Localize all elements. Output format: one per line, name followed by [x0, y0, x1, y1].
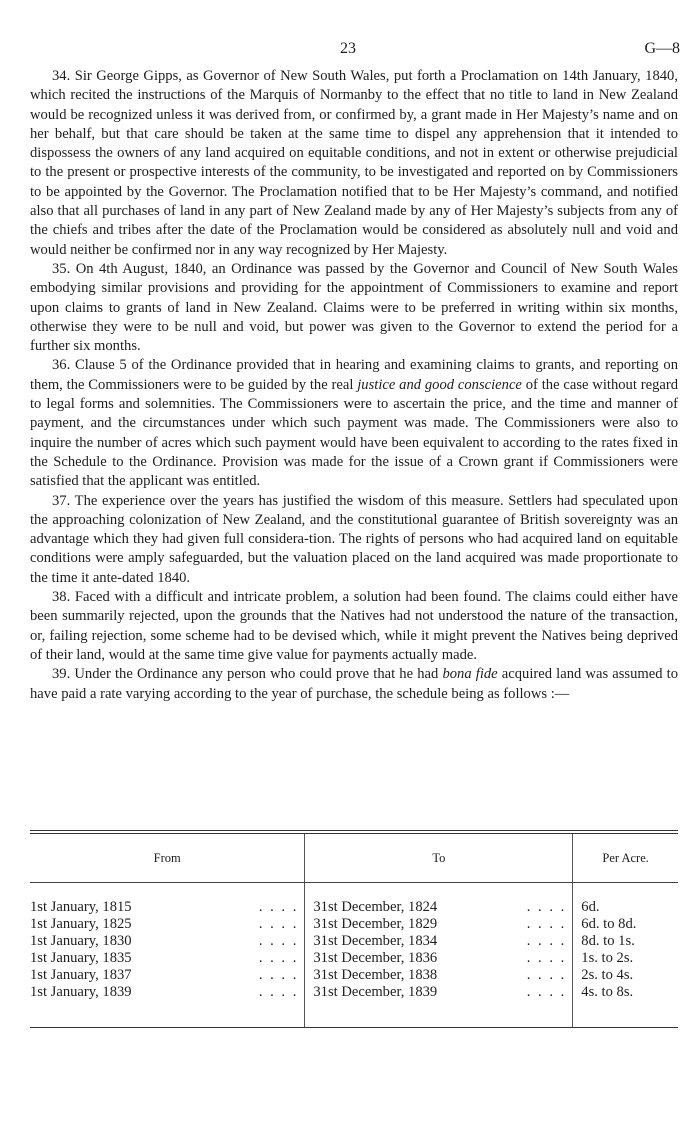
table-row: [30, 933, 678, 950]
leader-dots: . . . .: [258, 950, 299, 966]
table-row: [30, 950, 678, 967]
paragraph-39-text-b: acquired land was assumed to have paid a rate varying according to the year of purchase, the schedule being as follows :—: [30, 666, 678, 702]
to-date: 31st December, 1824: [313, 899, 438, 915]
paragraph-36-italic: justice and good conscience: [357, 376, 522, 393]
paragraph-39: [30, 665, 678, 704]
paragraph-38: 38. Faced with a difficult and intricate problem, a solution had been found. The claims could either have been summarily rejected, upon the grounds that the Natives had not understood the nature of the transaction, or, failing rejection, some scheme had to be devised which, while it might prevent the Natives being deprived of their land, would at the same time give value for payments actually made.: [30, 589, 678, 663]
leader-dots: . . . .: [258, 933, 299, 949]
table-row: [30, 916, 678, 933]
table-bottom-rule: [30, 1027, 678, 1028]
column-header-to: To: [305, 834, 573, 883]
to-date: 31st December, 1838: [313, 967, 438, 983]
to-date: 31st December, 1834: [313, 933, 438, 949]
leader-dots: . . . .: [526, 933, 567, 949]
table-row: [30, 899, 678, 916]
leader-dots: . . . .: [258, 916, 299, 932]
paragraph-36-text-a: 36. Clause 5 of the Ordinance provided that in hearing and examining claims to grants, and reporting on them, the Commissioners were to be guided by the real: [30, 357, 678, 393]
leader-dots: . . . .: [526, 967, 567, 983]
from-date: 1st January, 1830: [30, 933, 132, 949]
table-row: [30, 984, 678, 1001]
to-date: 31st December, 1829: [313, 916, 438, 932]
from-date: 1st January, 1837: [30, 967, 132, 983]
from-date: 1st January, 1815: [30, 899, 132, 915]
rate: 1s. to 2s.: [581, 950, 634, 966]
rate: 6d. to 8d.: [581, 916, 637, 932]
rate: 6d.: [581, 899, 600, 915]
leader-dots: . . . .: [258, 967, 299, 983]
paragraph-39-text-a: 39. Under the Ordinance any person who could prove that he had: [52, 666, 443, 683]
document-reference: G—8: [644, 40, 680, 57]
to-date: 31st December, 1836: [313, 950, 438, 966]
leader-dots: . . . .: [526, 950, 567, 966]
page-number: 23: [340, 40, 356, 57]
paragraph-35: 35. On 4th August, 1840, an Ordinance was passed by the Governor and Council of New South Wales embodying similar provisions and providing for the appointment of Commissioners to examine and report upon claims to grants of land in New Zealand. Claims were to be preferred in writing within six months, otherwise they were to be null and void, but power was given to the Governor to extend the period for a further six months.: [30, 260, 678, 355]
leader-dots: . . . .: [258, 984, 299, 1000]
leader-dots: . . . .: [526, 916, 567, 932]
paragraph-36: [30, 356, 678, 491]
rate: 8d. to 1s.: [581, 933, 635, 949]
leader-dots: . . . .: [526, 899, 567, 915]
leader-dots: . . . .: [258, 899, 299, 915]
paragraph-37: 37. The experience over the years has justified the wisdom of this measure. Settlers had speculated upon the approaching colonization of New Zealand, and the constitutional guarantee of British sovereignty was an advantage which they had given full considera-tion. The rights of persons who had acquired land on equitable conditions were amply safeguarded, but the valuation placed on the land acquired was made proportionate to the time it ante-dated 1840.: [30, 492, 678, 586]
from-date: 1st January, 1825: [30, 916, 132, 932]
rate-schedule-table: [30, 830, 678, 1028]
to-date: 31st December, 1839: [313, 984, 438, 1000]
paragraph-39-italic: bona fide: [442, 666, 498, 683]
leader-dots: . . . .: [526, 984, 567, 1000]
from-date: 1st January, 1835: [30, 950, 132, 966]
body-text: [30, 67, 678, 704]
paragraph-34: 34. Sir George Gipps, as Governor of New South Wales, put forth a Proclamation on 14th January, 1840, which recited the instructions of the Marquis of Normanby to the effect that no title to land in New Zealand would be recognized unless it was derived from, or confirmed by, a grant made in Her Majesty’s name and on her behalf, but that care should be taken at the same time to dispel any apprehension that it intended to dispossess the owners of any land acquired on equitable conditions, and not in extent or otherwise prejudicial to the present or prospective interests of the community, to be investigated and reported on by Commissioners to be appointed by the Governor. The Proclamation notified that to be Her Majesty’s command, and notified also that all purchases of land in any part of New Zealand made by any of Her Majesty’s subjects from any of the chiefs and tribes after the date of the Proclamation would be considered as absolutely null and void and would neither be confirmed nor in any way recognized by Her Majesty.: [30, 68, 678, 258]
column-header-from: From: [30, 834, 305, 883]
rate: 2s. to 4s.: [581, 967, 634, 983]
table-top-rule: [30, 830, 678, 831]
table-row: [30, 967, 678, 984]
page-header: [0, 40, 700, 60]
column-header-per-acre: Per Acre.: [573, 834, 678, 883]
rate: 4s. to 8s.: [581, 984, 634, 1000]
paragraph-36-text-b: of the case without regard to legal forms and solemnities. The Commissioners were to ascertain the price, and the time and manner of payment, and the circumstances under which such payment was made. The Commissioners were also to inquire the number of acres which such payment would have been equivalent to according to the rates fixed in the Schedule to the Ordinance. Provision was made for the issue of a Crown grant if Commissioners were satisfied that the applicant was entitled.: [30, 376, 678, 490]
from-date: 1st January, 1839: [30, 984, 132, 1000]
